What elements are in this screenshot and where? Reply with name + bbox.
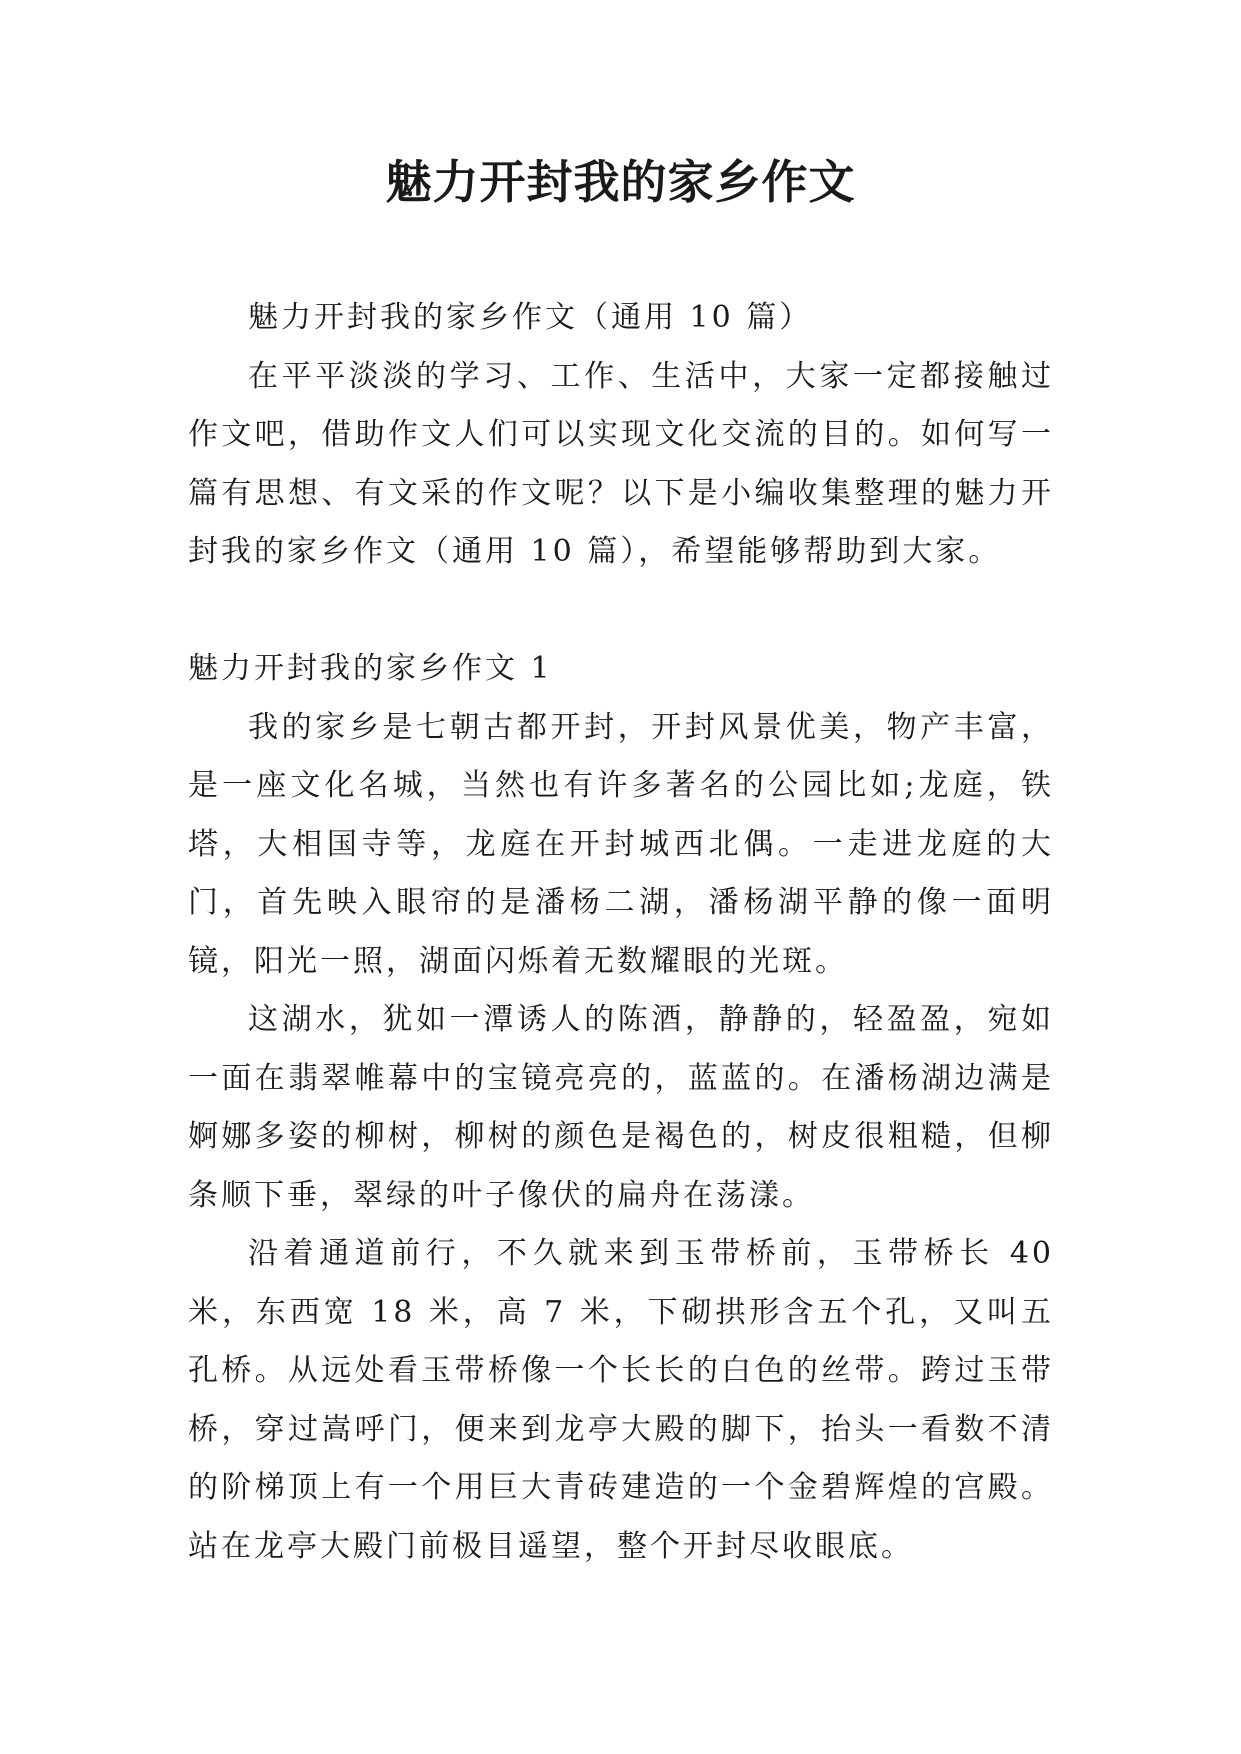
body-paragraph: 沿着通道前行，不久就来到玉带桥前，玉带桥长 40 米，东西宽 18 米，高 7 米，下砌拱形含五个孔，又叫五孔桥。从远处看玉带桥像一个长长的白色的丝带。跨过玉带桥，穿过嵩呼门，便来到龙亭大殿的脚下，抬头一看数不清的阶梯顶上有一个用巨大青砖建造的一个金碧辉煌的宫殿。站在龙亭大殿门前极目遥望，整个开封尽收眼底。: [188, 1236, 1054, 1564]
paragraph-gap: [188, 582, 1054, 641]
section-heading: 魅力开封我的家乡作文 1: [188, 651, 553, 686]
document-title: 魅力开封我的家乡作文: [385, 155, 856, 209]
body-paragraph: 我的家乡是七朝古都开封，开封风景优美，物产丰富，是一座文化名城，当然也有许多著名的公园比如;龙庭，铁塔，大相国寺等，龙庭在开封城西北偶。一走进龙庭的大门，首先映入眼帘的是潘杨二湖，潘杨湖平静的像一面明镜，阳光一照，湖面闪烁着无数耀眼的光斑。: [188, 709, 1054, 979]
document-body: [188, 289, 1054, 1576]
body-paragraph: 这湖水，犹如一潭诱人的陈酒，静静的，轻盈盈，宛如一面在翡翠帷幕中的宝镜亮亮的，蓝蓝的。在潘杨湖边满是婀娜多姿的柳树，柳树的颜色是褐色的，树皮很粗糙，但柳条顺下垂，翠绿的叶子像伏的扁舟在荡漾。: [188, 1002, 1054, 1213]
intro-paragraph: 在平平淡淡的学习、工作、生活中，大家一定都接触过作文吧，借助作文人们可以实现文化交流的目的。如何写一篇有思想、有文采的作文呢？以下是小编收集整理的魅力开封我的家乡作文（通用 10 篇），希望能够帮助到大家。: [188, 358, 1054, 569]
document-subtitle: 魅力开封我的家乡作文（通用 10 篇）: [248, 300, 813, 335]
